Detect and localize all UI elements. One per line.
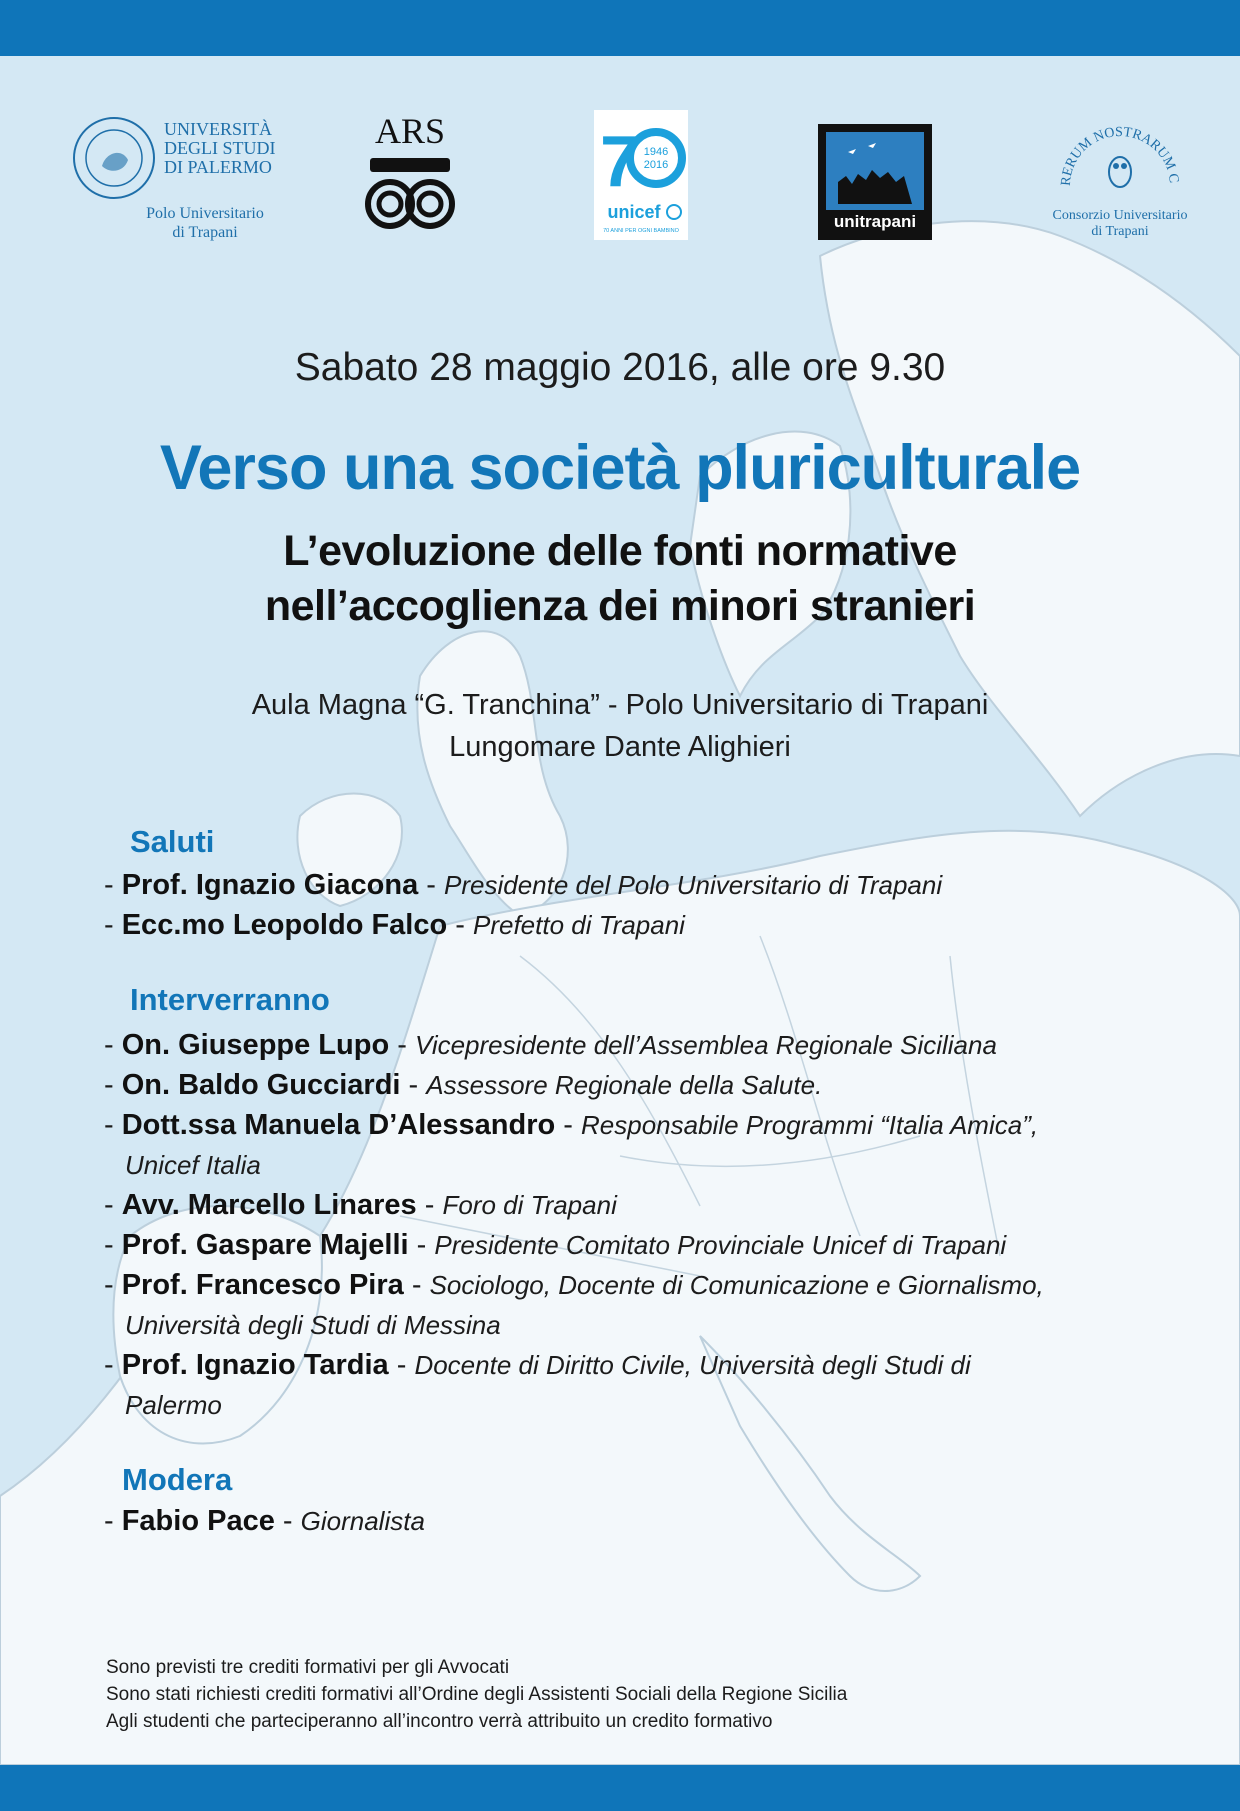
speaker-name: On. Giuseppe Lupo [121,1029,390,1061]
ars-text: ARS [374,111,446,151]
unicef-year-end: 2016 [643,159,669,171]
top-bar [0,0,1240,56]
speaker-role: Assessore Regionale della Salute. [426,1070,823,1100]
ars-spiral-icon [360,152,460,242]
interverranno-heading: Interverranno [130,982,330,1017]
unicef-70-logo [594,110,688,240]
event-subtitle-line: L’evoluzione delle fonti normative [283,527,957,575]
unicef-70-icon [594,110,688,240]
svg-text:RERUM NOSTRARUM COLENDIS [1040,106,1181,186]
unipa-name-line: DI PALERMO [164,157,272,177]
consorzio-subtitle-line: di Trapani [1091,224,1149,239]
speaker-role-continued: Palermo [125,1390,222,1420]
event-date: Sabato 28 maggio 2016, alle ore 9.30 [294,346,946,389]
consorzio-subtitle-line: Consorzio Universitario [1052,208,1188,223]
speaker-row: - Prof. Gaspare Majelli - Presidente Comitato Provinciale Unicef di Trapani [104,1229,1007,1261]
consorzio-logo [1040,106,1200,256]
speaker-role-continued: Università degli Studi di Messina [125,1310,501,1340]
speaker-row: - Fabio Pace - Giornalista [104,1505,425,1537]
unitrapani-figures-icon [818,124,932,212]
speaker-row: - Avv. Marcello Linares - Foro di Trapani [104,1189,617,1221]
unicef-wordmark: unicef [607,202,661,222]
speaker-role: Vicepresidente dell’Assemblea Regionale Siciliana [414,1030,997,1060]
speaker-name: Avv. Marcello Linares [121,1189,417,1221]
event-title: Verso una società pluriculturale [159,433,1081,503]
ars-logo [360,110,460,250]
unitrapani-wordmark: unitrapani [833,212,917,231]
speaker-role: Docente di Diritto Civile, Università degli Studi di [414,1350,971,1380]
event-subtitle [0,524,1240,634]
speaker-row: - Dott.ssa Manuela D’Alessandro - Responsabile Programmi “Italia Amica”, [104,1109,1039,1141]
credit-notes [106,1654,847,1735]
speaker-role: Presidente del Polo Universitario di Trapani [444,870,943,900]
speaker-name: Fabio Pace [121,1505,275,1537]
speaker-role: Giornalista [300,1506,425,1536]
credit-note: Agli studenti che parteciperanno all’incontro verrà attribuito un credito formativo [106,1711,773,1732]
unipa-seal-icon [72,116,156,200]
speaker-row: - Prof. Ignazio Giacona - Presidente del Polo Universitario di Trapani [104,869,943,901]
speaker-name: Dott.ssa Manuela D’Alessandro [121,1109,556,1141]
speaker-row: - On. Giuseppe Lupo - Vicepresidente dell’Assemblea Regionale Siciliana [104,1029,997,1061]
speaker-name: Ecc.mo Leopoldo Falco [121,909,448,941]
speaker-name: Prof. Ignazio Giacona [121,869,419,901]
speaker-row: - Prof. Francesco Pira - Sociologo, Docente di Comunicazione e Giornalismo, [104,1269,1044,1301]
speaker-row: - On. Baldo Gucciardi - Assessore Regionale della Salute. [104,1069,823,1101]
consorzio-subtitle [1040,208,1200,240]
event-venue [0,684,1240,768]
unipa-subtitle [90,204,320,242]
unipa-subtitle-line: Polo Universitario [146,205,264,222]
venue-address: Lungomare Dante Alighieri [449,731,791,763]
speaker-role: Foro di Trapani [442,1190,617,1220]
speaker-role: Prefetto di Trapani [473,910,685,940]
speaker-role: Responsabile Programmi “Italia Amica”, [581,1110,1039,1140]
unipa-name [164,120,275,177]
event-subtitle-line: nell’accoglienza dei minori stranieri [264,582,976,630]
unipa-subtitle-line: di Trapani [172,224,238,241]
modera-heading: Modera [122,1462,233,1497]
credit-note: Sono stati richiesti crediti formativi all’Ordine degli Assistenti Sociali della Regione Sicilia [106,1684,848,1705]
unicef-year-start: 1946 [643,146,669,158]
speaker-role: Sociologo, Docente di Comunicazione e Giornalismo, [429,1270,1044,1300]
consorzio-motto: RERUM NOSTRARUM C [1058,124,1182,187]
speaker-name: Prof. Ignazio Tardia [121,1349,389,1381]
saluti-heading: Saluti [130,824,215,859]
svg-text:7: 7 [600,122,641,202]
venue-line: Aula Magna “G. Tranchina” - Polo Universitario di Trapani [251,689,989,721]
unipa-name-line: UNIVERSITÀ [164,119,272,139]
speaker-name: Prof. Gaspare Majelli [121,1229,409,1261]
unicef-tagline: 70 ANNI PER OGNI BAMBINO [603,228,679,234]
speaker-row: - Ecc.mo Leopoldo Falco - Prefetto di Trapani [104,909,685,941]
speaker-row: - Prof. Ignazio Tardia - Docente di Diritto Civile, Università degli Studi di [104,1349,971,1381]
bottom-bar [0,1765,1240,1811]
unipa-name-line: DEGLI STUDI [164,138,276,158]
consorzio-owl-seal-icon [1040,106,1200,206]
speaker-name: On. Baldo Gucciardi [121,1069,401,1101]
credit-note: Sono previsti tre crediti formativi per gli Avvocati [106,1657,510,1678]
unipa-logo [72,110,287,250]
speaker-name: Prof. Francesco Pira [121,1269,404,1301]
unitrapani-logo [818,124,932,240]
speaker-role: Presidente Comitato Provinciale Unicef di Trapani [434,1230,1007,1260]
speaker-role-continued: Unicef Italia [125,1150,261,1180]
